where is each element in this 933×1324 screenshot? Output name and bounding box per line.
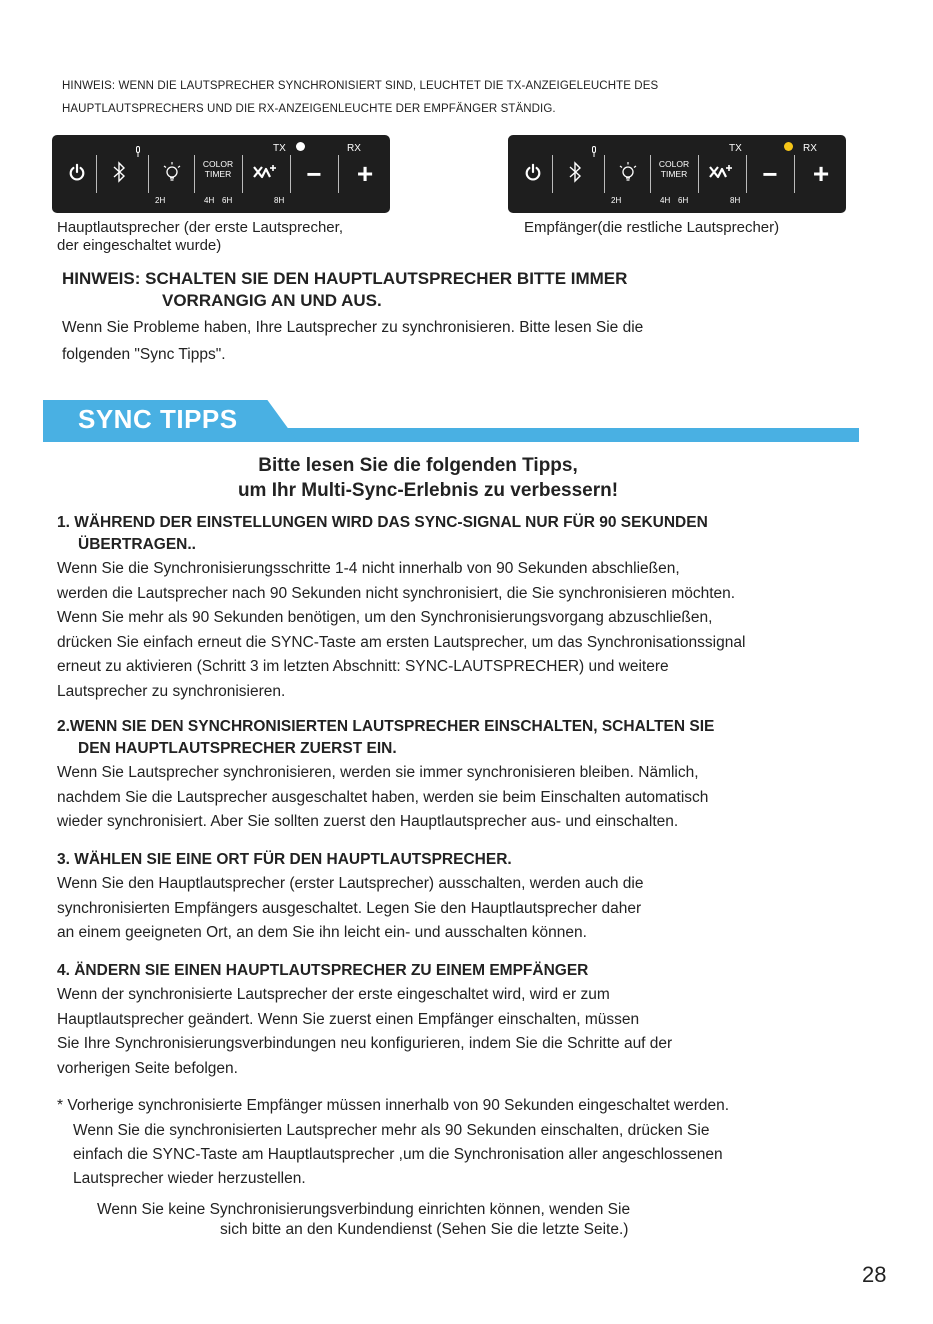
panel-divider — [650, 155, 651, 193]
panel-divider — [96, 155, 97, 193]
timer-8h-label: 8H — [274, 196, 285, 205]
bluetooth-icon — [112, 161, 126, 188]
tip-body-line: Hauptlautsprecher geändert. Wenn Sie zuerst einen Empfänger einschalten, müssen — [57, 1010, 640, 1028]
main-caption-line2: der eingeschaltet wurde) — [57, 237, 222, 254]
main-speaker-panel — [52, 135, 390, 213]
sync-button[interactable] — [706, 161, 736, 187]
panel-divider — [604, 155, 605, 193]
light-button[interactable] — [160, 161, 184, 187]
power-button[interactable] — [520, 161, 546, 187]
sync-button[interactable] — [250, 161, 280, 187]
color-timer-button[interactable] — [198, 159, 238, 179]
tip-block — [57, 959, 672, 1081]
timer-label: TIMER — [660, 169, 688, 179]
panel-divider — [552, 155, 553, 193]
tip-title: 1. WÄHREND DER EINSTELLUNGEN WIRD DAS SYNC-SIGNAL NUR FÜR 90 SEKUNDEN — [57, 514, 708, 531]
color-label: COLOR — [658, 159, 690, 169]
volume-up-button[interactable]: + — [356, 158, 374, 189]
note-heading-line1: HINWEIS: SCHALTEN SIE DEN HAUPTLAUTSPRECHER BITTE IMMER — [62, 269, 628, 288]
top-hint-line1: HINWEIS: WENN DIE LAUTSPRECHER SYNCHRONISIERT SIND, LEUCHTET DIE TX-ANZEIGELEUCHTE DES — [62, 80, 659, 92]
volume-down-button[interactable]: − — [762, 158, 778, 189]
tip-body-line: vorherigen Seite befolgen. — [57, 1059, 238, 1077]
tip-body-line: an einem geeigneten Ort, an dem Sie ihn leicht ein- und ausschalten können. — [57, 924, 587, 941]
timer-label: TIMER — [204, 169, 232, 179]
tip-title-cont: ÜBERTRAGEN.. — [78, 536, 196, 553]
panel-divider — [290, 155, 291, 193]
mic-icon — [135, 145, 141, 163]
color-label: COLOR — [202, 159, 234, 169]
power-button[interactable] — [64, 161, 90, 187]
footnote-line3: einfach die SYNC-Taste am Hauptlautsprecher ,um die Synchronisation aller angeschlossenen — [73, 1146, 723, 1163]
panel-divider — [148, 155, 149, 193]
volume-up-button[interactable]: + — [812, 158, 830, 189]
tip-block — [57, 848, 643, 946]
timer-2h-label: 2H — [155, 196, 166, 205]
sync-icon — [708, 162, 734, 187]
panel-divider — [746, 155, 747, 193]
tip-body-line: drücken Sie einfach erneut die SYNC-Taste am ersten Lautsprecher, um das Synchronisationssignal — [57, 633, 746, 651]
rx-label: RX — [803, 143, 817, 154]
support-line1: Wenn Sie keine Synchronisierungsverbindung einrichten können, wenden Sie — [97, 1201, 631, 1218]
power-icon — [68, 163, 86, 186]
tx-label: TX — [729, 143, 742, 154]
footnote-line1: * Vorherige synchronisierte Empfänger müssen innerhalb von 90 Sekunden eingeschaltet werden. — [57, 1097, 730, 1114]
mic-icon — [591, 145, 597, 163]
tip-block — [57, 715, 714, 835]
tip-body-line: erneut zu aktivieren (Schritt 3 im letzten Abschnitt: SYNC-LAUTSPRECHER) und weitere — [57, 658, 669, 675]
intro-line2: um Ihr Multi-Sync-Erlebnis zu verbessern! — [237, 480, 619, 501]
timer-2h-label: 2H — [611, 196, 622, 205]
tip-title: 4. ÄNDERN SIE EINEN HAUPTLAUTSPRECHER ZU EINEM EMPFÄNGER — [57, 962, 589, 979]
light-button[interactable] — [616, 161, 640, 187]
bluetooth-button[interactable] — [564, 161, 586, 187]
page-number: 28 — [862, 1262, 887, 1287]
timer-8h-label: 8H — [730, 196, 741, 205]
tip-body-line: synchronisierten Empfängers ausgeschaltet. Legen Sie den Hauptlautsprecher daher — [57, 899, 642, 917]
panel-divider — [794, 155, 795, 193]
panel-divider — [194, 155, 195, 193]
panel-divider — [242, 155, 243, 193]
timer-6h-label: 6H — [678, 196, 689, 205]
tx-label: TX — [273, 143, 286, 154]
timer-4h-label: 4H — [204, 196, 215, 205]
power-icon — [524, 163, 542, 186]
volume-down-button[interactable]: − — [306, 158, 322, 189]
banner-title: SYNC TIPPS — [78, 404, 238, 434]
support-line2: sich bitte an den Kundendienst (Sehen Sie die letzte Seite.) — [220, 1221, 629, 1238]
main-caption-line1: Hauptlautsprecher (der erste Lautsprecher, — [57, 219, 343, 236]
panel-divider — [698, 155, 699, 193]
receiver-caption: Empfänger(die restliche Lautsprecher) — [524, 219, 780, 236]
sync-icon — [252, 162, 278, 187]
tip-body-line: Lautsprecher zu synchronisieren. — [57, 682, 286, 700]
tip-body-line: nachdem Sie die Lautsprecher ausgeschaltet haben, werden sie beim Einschalten automatisch — [57, 788, 709, 806]
tip-body-line: wieder synchronisiert. Aber Sie sollten zuerst den Hauptlautsprecher aus- und einschalten. — [57, 813, 679, 830]
tip-body-line: Wenn Sie den Hauptlautsprecher (erster Lautsprecher) ausschalten, werden auch die — [57, 875, 644, 892]
footnote-line2: Wenn Sie die synchronisierten Lautsprecher mehr als 90 Sekunden einschalten, drücken Sie — [73, 1122, 710, 1139]
tip-body-line: Wenn Sie Lautsprecher synchronisieren, werden sie immer synchronisieren bleiben. Nämlich, — [57, 764, 699, 781]
indicator-light — [784, 142, 793, 151]
note-heading-line2: VORRANGIG AN UND AUS. — [162, 291, 382, 310]
intro-line1: Bitte lesen Sie die folgenden Tipps, — [258, 455, 578, 476]
rx-label: RX — [347, 143, 361, 154]
tip-block — [57, 511, 745, 704]
indicator-light — [296, 142, 305, 151]
tip-body-line: werden die Lautsprecher nach 90 Sekunden nicht synchronisiert, die Sie synchronisieren möchten. — [57, 584, 736, 602]
top-hint-line2: HAUPTLAUTSPRECHERS UND DIE RX-ANZEIGENLEUCHTE DER EMPFÄNGER STÄNDIG. — [62, 103, 556, 115]
bluetooth-icon — [568, 161, 582, 188]
tip-title-cont: DEN HAUPTLAUTSPRECHER ZUERST EIN. — [78, 740, 397, 757]
bulb-icon — [162, 161, 182, 188]
color-timer-button[interactable] — [654, 159, 694, 179]
tip-body-line: Wenn Sie die Synchronisierungsschritte 1-4 nicht innerhalb von 90 Sekunden abschließen, — [57, 560, 680, 577]
tip-body-line: Wenn der synchronisierte Lautsprecher der erste eingeschaltet wird, wird er zum — [57, 986, 610, 1003]
tip-body-line: Sie Ihre Synchronisierungsverbindungen neu konfigurieren, indem Sie die Schritte auf der — [57, 1035, 673, 1052]
footnote-line4: Lautsprecher wieder herzustellen. — [73, 1170, 306, 1187]
tip-title: 2.WENN SIE DEN SYNCHRONISIERTEN LAUTSPRECHER EINSCHALTEN, SCHALTEN SIE — [57, 718, 715, 735]
bulb-icon — [618, 161, 638, 188]
tip-title: 3. WÄHLEN SIE EINE ORT FÜR DEN HAUPTLAUTSPRECHER. — [57, 851, 512, 868]
note-body-line1: Wenn Sie Probleme haben, Ihre Lautsprecher zu synchronisieren. Bitte lesen Sie die — [62, 319, 644, 336]
timer-4h-label: 4H — [660, 196, 671, 205]
timer-6h-label: 6H — [222, 196, 233, 205]
panel-divider — [338, 155, 339, 193]
bluetooth-button[interactable] — [108, 161, 130, 187]
tip-body-line: Wenn Sie mehr als 90 Sekunden benötigen, um den Synchronisierungsvorgang abzuschließen, — [57, 609, 713, 626]
receiver-speaker-panel — [508, 135, 846, 213]
note-body-line2: folgenden "Sync Tipps". — [62, 346, 226, 363]
